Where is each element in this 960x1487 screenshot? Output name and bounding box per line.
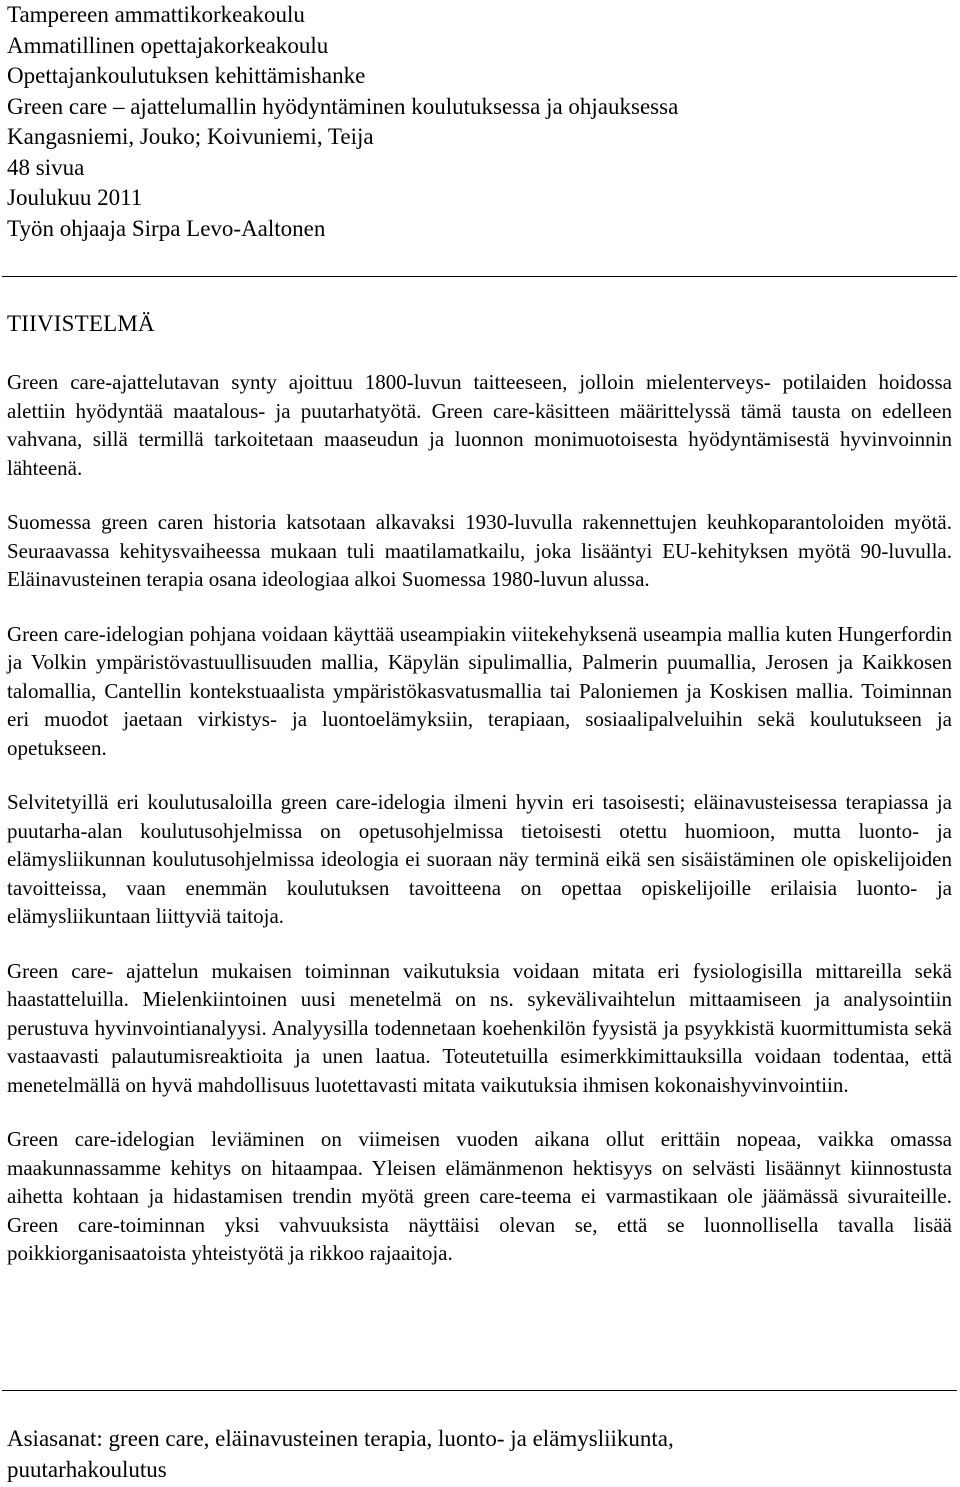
program-name: Opettajankoulutuksen kehittämishanke xyxy=(7,63,366,88)
keywords-line: puutarhakoulutus xyxy=(7,1457,167,1482)
keywords xyxy=(7,1423,947,1485)
abstract-paragraph: Green care- ajattelun mukaisen toiminnan vaikutuksia voidaan mitata eri fysiologisilla mittareilla sekä haastatteluilla. Mielenkiintoinen uusi menetelmä on ns. sykevälivaihtelun mittaamiseen ja analysointiin perustuva hyvinvointianalyysi. Analyysilla todennetaan koehenkilön fyysistä ja psyykkistä kuormittumista sekä vastaavasti palautumisreaktioita ja unen laatua. Toteutetuilla esimerkkimittauksilla voidaan todentaa, että menetelmällä on hyvä mahdollisuus luotettavasti mitata vaikutuksia ihmisen kokonaishyvinvointiin. xyxy=(7,958,952,1097)
abstract-paragraph: Suomessa green caren historia katsotaan alkavaksi 1930-luvulla rakennettujen keuhkoparantoloiden myötä. Seuraavassa kehitysvaiheessa mukaan tuli maatilamatkailu, joka lisääntyi EU-kehityksen myötä 90-luvulla. Eläinavusteinen terapia osana ideologiaa alkoi Suomessa 1980-luvun alussa. xyxy=(7,510,952,591)
bottom-divider xyxy=(2,1390,957,1391)
authors: Kangasniemi, Jouko; Koivuniemi, Teija xyxy=(7,124,374,149)
top-divider xyxy=(2,276,957,277)
supervisor: Työn ohjaaja Sirpa Levo-Aaltonen xyxy=(7,215,326,241)
title-block xyxy=(7,0,947,244)
page-count: 48 sivua xyxy=(7,154,85,180)
date: Joulukuu 2011 xyxy=(7,185,143,210)
abstract-paragraph: Green care-idelogian leviäminen on viimeisen vuoden aikana ollut erittäin nopeaa, vaikka omassa maakunnassamme kehitys on hitaampaa. Yleisen elämänmenon hektisyys on selvästi lisäännyt kiinnostusta aihetta kohtaan ja hidastamisen trendin myötä green care-teema ei varmastikaan ole jäämässä sivuraiteille. Green care-toiminnan yksi vahvuuksista näyttäisi olevan se, että se luonnollisella tavalla lisää poikkiorganisaatoista yhteistyötä ja rikkoo rajaaitoja. xyxy=(7,1127,952,1265)
institution-name: Tampereen ammattikorkeakoulu xyxy=(7,2,305,27)
keywords-line: Asiasanat: green care, eläinavusteinen terapia, luonto- ja elämysliikunta, xyxy=(7,1426,674,1451)
abstract-body xyxy=(7,368,952,1294)
abstract-paragraph: Green care-ajattelutavan synty ajoittuu 1800-luvun taitteeseen, jolloin mielenterveys- potilaiden hoidossa alettiin hyödyntää maatalous- ja puutarhatyötä. Green care-käsitteen määrittelyssä tämä tausta on edelleen vahvana, sillä termillä tarkoitetaan maaseudun ja luonnon monimuotoisesta hyödyntämisestä hyvinvoinnin lähteenä. xyxy=(7,370,952,480)
department-name: Ammatillinen opettajakorkeakoulu xyxy=(7,32,329,58)
abstract-paragraph: Green care-idelogian pohjana voidaan käyttää useampiakin viitekehyksenä useampia mallia kuten Hungerfordin ja Volkin ympäristövastuullisuuden mallia, Käpylän sipulimallia, Palmerin puumallia, Jerosen ja Kaikkosen talomallia, Cantellin kontekstuaalista ympäristökasvatusmallia tai Paloniemen ja Koskisen mallia. Toiminnan eri muodot jaetaan virkistys- ja luontoelämyksiin, terapiaan, sosiaalipalveluihin sekä koulutukseen ja opetukseen. xyxy=(7,621,952,760)
abstract-heading: TIIVISTELMÄ xyxy=(7,311,155,336)
abstract-paragraph: Selvitetyillä eri koulutusaloilla green care-idelogia ilmeni hyvin eri tasoisesti; eläinavusteisessa terapiassa ja puutarha-alan koulutusohjelmissa on opetusohjelmissa tietoisesti otettu huomioon, mutta luonto- ja elämysliikunnan koulutusohjelmissa ideologia ei suoraan näy terminä eikä sen sisäistäminen ole opiskelijoiden tavoitteissa, vaan enemmän koulutuksen tavoitteena on opettaa opiskelijoille erilaisia luonto- ja elämysliikuntaan liittyviä taitoja. xyxy=(7,790,952,928)
thesis-title: Green care – ajattelumallin hyödyntäminen koulutuksessa ja ohjauksessa xyxy=(7,93,679,119)
